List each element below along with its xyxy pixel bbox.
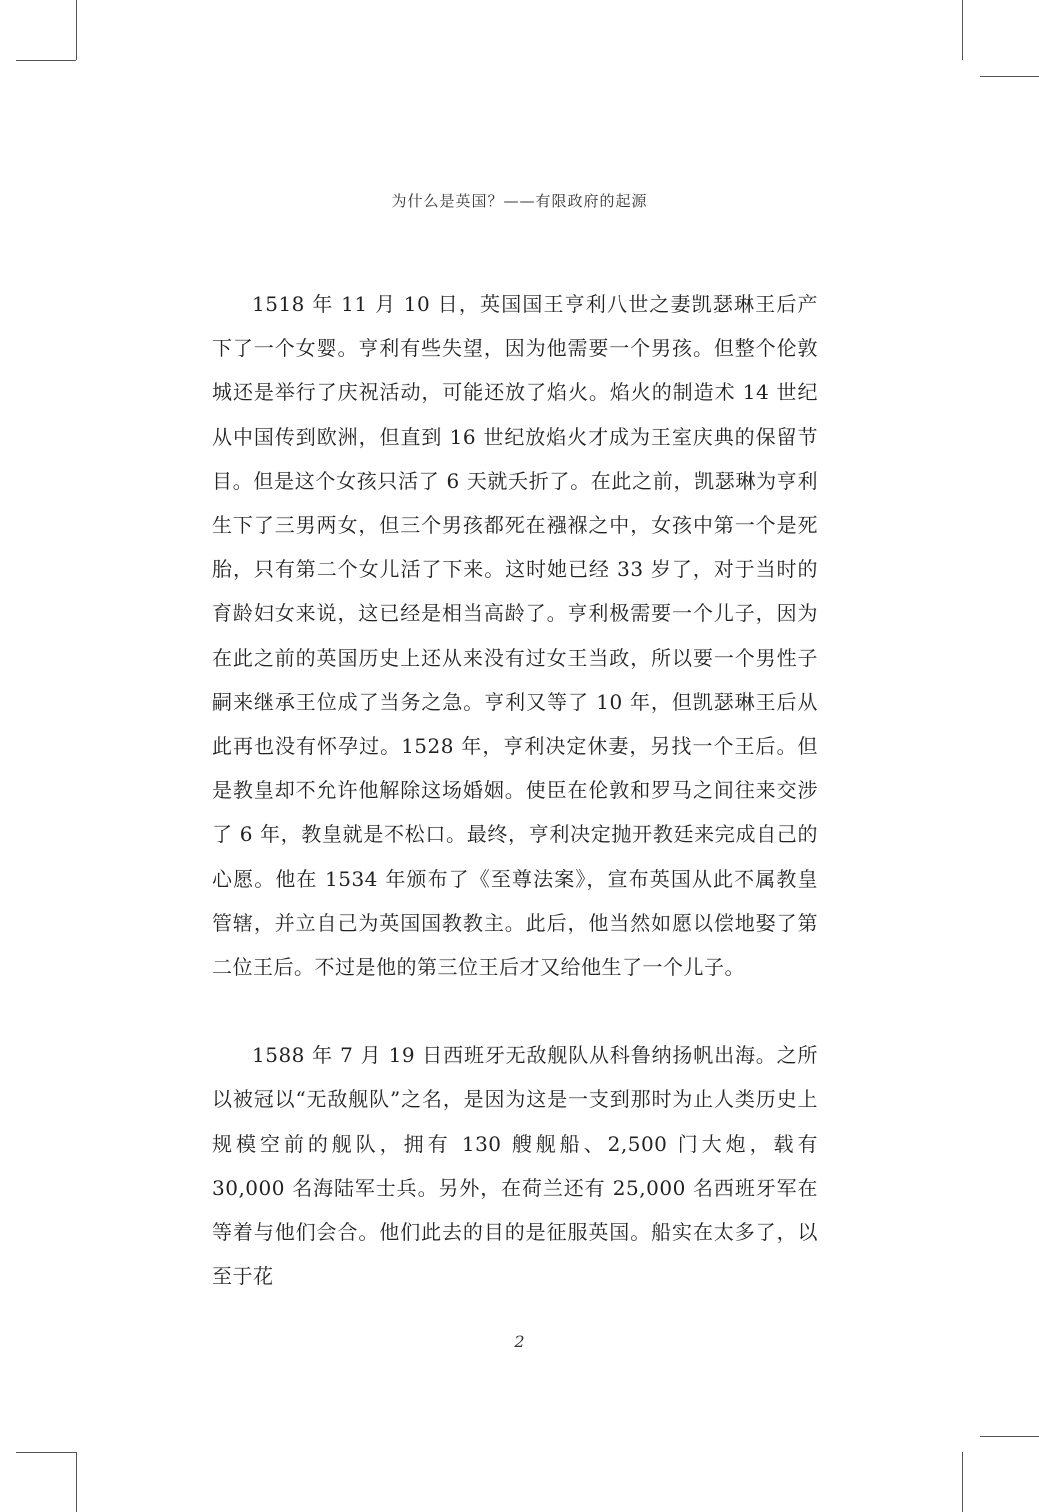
crop-mark-top-right-vertical	[962, 0, 963, 60]
page-number: 2	[514, 1332, 525, 1351]
page-body	[212, 282, 818, 1298]
running-header: 为什么是英国？——有限政府的起源	[391, 192, 648, 210]
crop-mark-bottom-left-horizontal	[16, 1452, 76, 1453]
body-paragraph-1: 1518 年 11 月 10 日，英国国王亨利八世之妻凯瑟琳王后产下了一个女婴。亨利有些失望，因为他需要一个男孩。但整个伦敦城还是举行了庆祝活动，可能还放了焰火。焰火的制造术 14 世纪从中国传到欧洲，但直到 16 世纪放焰火才成为王室庆典的保留节目。但是这个女孩只活了 6 天就夭折了。在此之前，凯瑟琳为亨利生下了三男两女，但三个男孩都死在襁褓之中，女孩中第一个是死胎，只有第二个女儿活了下来。这时她已经 33 岁了，对于当时的育龄妇女来说，这已经是相当高龄了。亨利极需要一个儿子，因为在此之前的英国历史上还从来没有过女王当政，所以要一个男性子嗣来继承王位成了当务之急。亨利又等了 10 年，但凯瑟琳王后从此再也没有怀孕过。1528 年，亨利决定休妻，另找一个王后。但是教皇却不允许他解除这场婚姻。使臣在伦敦和罗马之间往来交涉了 6 年，教皇就是不松口。最终，亨利决定抛开教廷来完成自己的心愿。他在 1534 年颁布了《至尊法案》，宣布英国从此不属教皇管辖，并立自己为英国国教教主。此后，他当然如愿以偿地娶了第二位王后。不过是他的第三位王后才又给他生了一个儿子。	[212, 292, 818, 980]
crop-mark-top-left-horizontal	[16, 60, 76, 61]
crop-mark-bottom-right-vertical	[962, 1452, 963, 1512]
crop-mark-bottom-left-vertical	[76, 1452, 77, 1512]
crop-mark-top-right-horizontal	[980, 76, 1039, 77]
crop-mark-top-left-vertical	[76, 0, 77, 60]
body-paragraph-2: 1588 年 7 月 19 日西班牙无敌舰队从科鲁纳扬帆出海。之所以被冠以“无敌舰队”之名，是因为这是一支到那时为止人类历史上规模空前的舰队，拥有 130 艘舰船、2,500 门大炮，载有 30,000 名海陆军士兵。另外，在荷兰还有 25,000 名西班牙军在等着与他们会合。他们此去的目的是征服英国。船实在太多了，以至于花	[212, 1043, 818, 1289]
crop-mark-bottom-right-horizontal	[980, 1436, 1039, 1437]
